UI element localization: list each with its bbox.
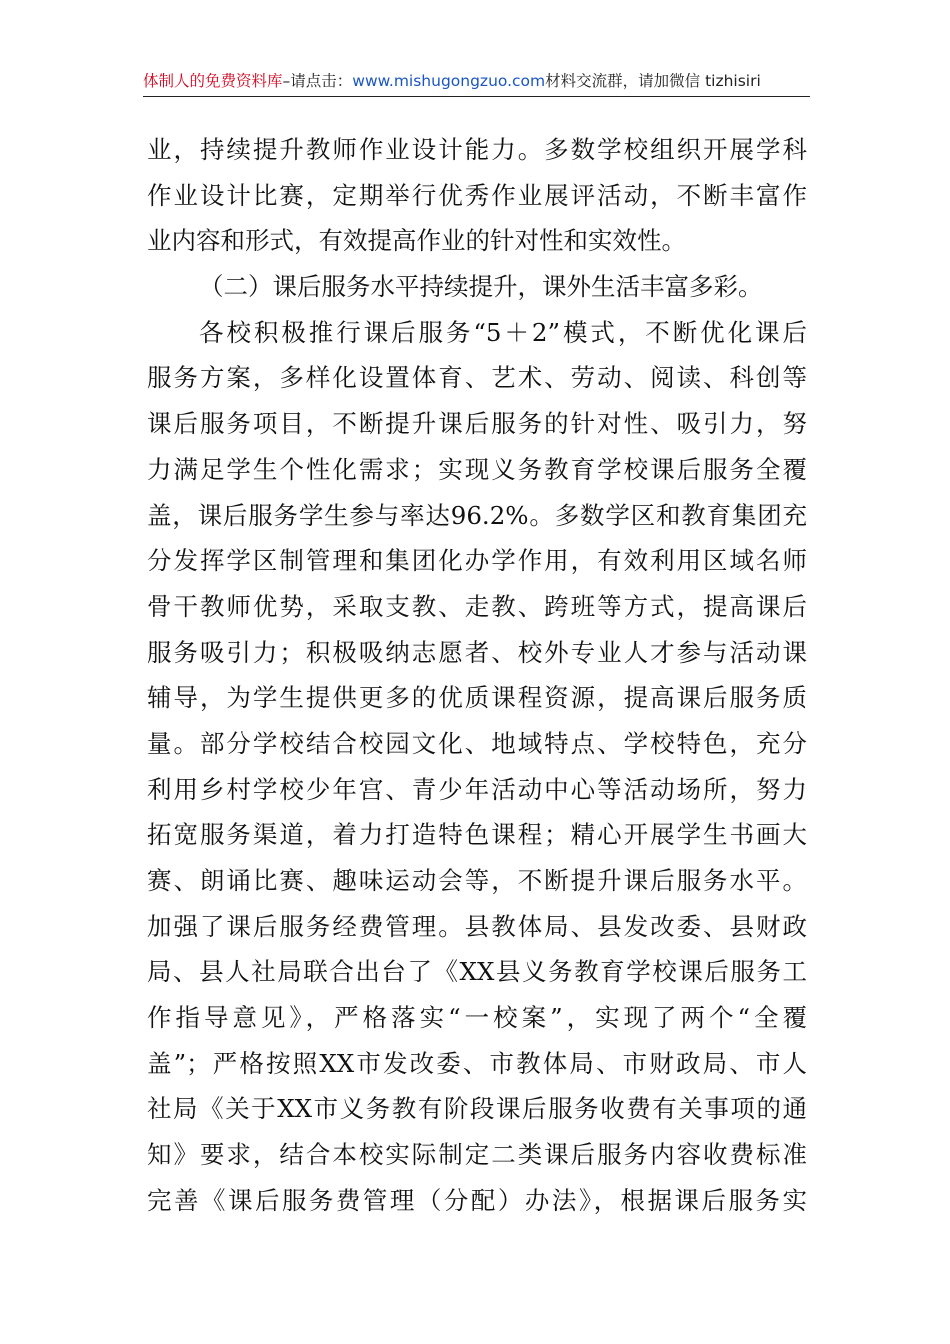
header-suffix: 材料交流群，请加微信 tizhisiri <box>545 72 761 90</box>
text-line: 利用乡村学校少年宫、青少年活动中心等活动场所，努力 <box>147 774 807 804</box>
text-line: 盖”；严格按照XX市发改委、市教体局、市财政局、市人 <box>147 1048 807 1078</box>
document-body <box>147 127 807 1224</box>
text-line: 各校积极推行课后服务“5＋2”模式，不断优化课后 <box>199 317 807 347</box>
section-heading: （二）课后服务水平持续提升，课外生活丰富多彩。 <box>199 272 763 302</box>
text-line: 赛、朗诵比赛、趣味运动会等，不断提升课后服务水平。 <box>147 866 807 895</box>
text-line: 课后服务项目，不断提升课后服务的针对性、吸引力，努 <box>147 409 807 439</box>
text-line: 知》要求，结合本校实际制定二类课后服务内容收费标准 <box>147 1140 807 1170</box>
text-line: 加强了课后服务经费管理。县教体局、县发改委、县财政 <box>147 911 807 941</box>
text-line: 业，持续提升教师作业设计能力。多数学校组织开展学科 <box>147 135 807 164</box>
header-url-link[interactable]: www.mishugongzuo.com <box>352 72 546 90</box>
text-line: 业内容和形式，有效提高作业的针对性和实效性。 <box>147 226 686 256</box>
paragraph-2 <box>147 310 807 1224</box>
text-line: 作指导意见》，严格落实“一校案”，实现了两个“全覆 <box>147 1003 807 1033</box>
text-line: 完善《课后服务费管理（分配）办法》，根据课后服务实 <box>147 1185 807 1215</box>
paragraph-1 <box>147 127 807 264</box>
text-line: 作业设计比赛，定期举行优秀作业展评活动，不断丰富作 <box>147 180 807 210</box>
text-line: 服务吸引力；积极吸纳志愿者、校外专业人才参与活动课 <box>147 637 807 667</box>
text-line: 拓宽服务渠道，着力打造特色课程；精心开展学生书画大 <box>147 820 807 850</box>
text-line: 服务方案，多样化设置体育、艺术、劳动、阅读、科创等 <box>147 363 807 393</box>
text-line: 量。部分学校结合校园文化、地域特点、学校特色，充分 <box>147 728 807 758</box>
page-header <box>143 66 810 97</box>
text-line: 辅导，为学生提供更多的优质课程资源，提高课后服务质 <box>147 683 807 713</box>
text-line: 社局《关于XX市义务教有阶段课后服务收费有关事项的通 <box>147 1094 807 1124</box>
text-line: 局、县人社局联合出台了《XX县义务教育学校课后服务工 <box>147 957 807 987</box>
text-line: 分发挥学区制管理和集团化办学作用，有效利用区域名师 <box>147 546 807 576</box>
header-prompt: –请点击： <box>282 72 353 90</box>
header-brand: 体制人的免费资料库 <box>143 72 283 90</box>
text-line: 力满足学生个性化需求；实现义务教育学校课后服务全覆 <box>147 454 807 484</box>
text-line: 骨干教师优势，采取支教、走教、跨班等方式，提高课后 <box>147 591 807 621</box>
text-line: 盖，课后服务学生参与率达96.2%。多数学区和教育集团充 <box>147 500 807 530</box>
